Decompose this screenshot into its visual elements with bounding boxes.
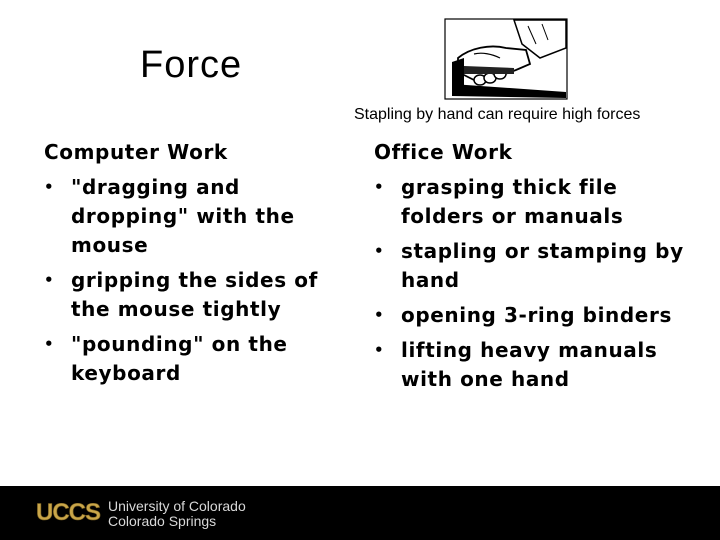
bullet-icon: • [44, 335, 55, 353]
bullet-icon: • [44, 178, 55, 196]
list-item [374, 336, 694, 394]
bullet-icon: • [374, 306, 385, 324]
bullet-icon: • [374, 242, 385, 260]
computer-work-column [44, 138, 344, 394]
image-caption: Stapling by hand can require high forces [354, 106, 641, 123]
office-work-heading: Office Work [374, 140, 513, 164]
list-item-text: opening 3-ring binders [401, 303, 672, 327]
list-item-text: lifting heavy manuals with one hand [401, 338, 658, 391]
slide-title: Force [140, 44, 243, 86]
list-item-text: "dragging and dropping" with the mouse [71, 175, 295, 257]
list-item [44, 173, 344, 260]
list-item [374, 237, 694, 295]
bullet-icon: • [374, 341, 385, 359]
list-item-text: stapling or stamping by hand [401, 239, 684, 292]
list-item-text: grasping thick file folders or manuals [401, 175, 624, 228]
list-item [44, 330, 344, 388]
office-work-column [374, 138, 694, 400]
computer-work-heading: Computer Work [44, 140, 228, 164]
list-item-text: "pounding" on the keyboard [71, 332, 288, 385]
list-item [374, 173, 694, 231]
university-name: University of Colorado [108, 498, 246, 514]
logo-text: UCCS [36, 499, 101, 526]
computer-work-list [44, 173, 344, 388]
stapler-hand-illustration [444, 18, 568, 100]
bullet-icon: • [44, 271, 55, 289]
list-item-text: gripping the sides of the mouse tightly [71, 268, 318, 321]
campus-name: Colorado Springs [108, 513, 217, 529]
list-item [44, 266, 344, 324]
office-work-list [374, 173, 694, 394]
bullet-icon: • [374, 178, 385, 196]
footer-bar [0, 486, 720, 540]
list-item [374, 301, 694, 330]
uccs-logo [36, 497, 102, 527]
